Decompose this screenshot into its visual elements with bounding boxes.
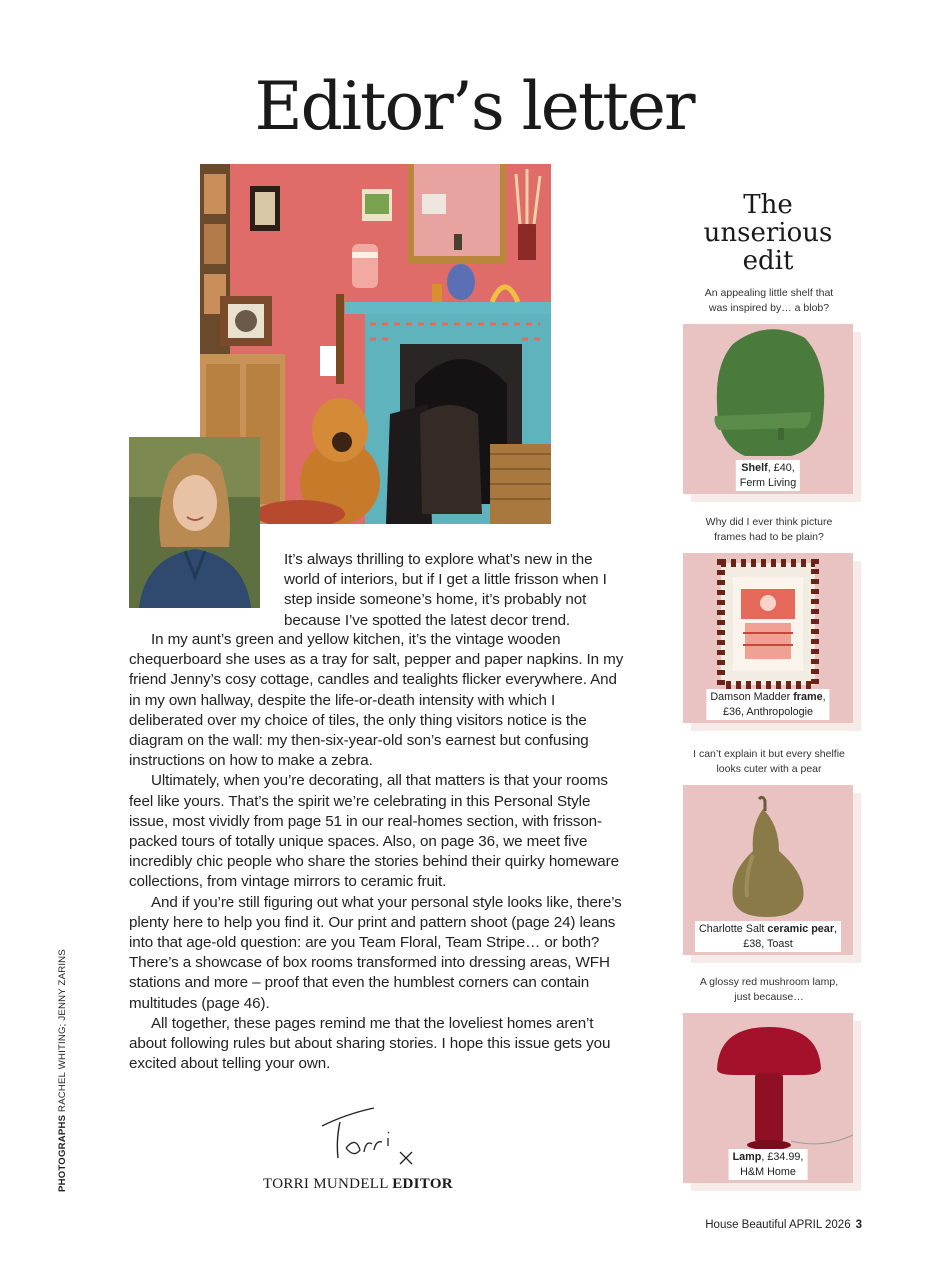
editor-name: TORRI MUNDELL (263, 1176, 389, 1192)
frame-product-card (683, 553, 861, 731)
sidebar-item-intro: I can’t explain it but every shelfie looks cuter with a pear (693, 748, 845, 775)
body-paragraph: And if you’re still figuring out what your personal style looks like, there’s plenty here to help you find it. Our print and pattern shoot (page 24) leans into that age-old question: are you Team Floral, Team Stripe… or both? There’s a showcase of box rooms transformed into dressing areas, WFH stations and more – proof that even the humblest corners can contain multitudes (page 46). (129, 893, 622, 1012)
sidebar-item-intro: An appealing little shelf that was inspired by… a blob? (704, 287, 834, 314)
shelf-product-card (683, 324, 861, 502)
article-body (129, 630, 625, 1074)
intro-paragraph: It’s always thrilling to explore what’s new in the world of interiors, but if I get a little frisson when I step inside someone’s home, it’s probably not because I’ve spotted the latest decor trend. (284, 551, 607, 629)
editor-byline (263, 1176, 453, 1193)
page-folio (705, 1219, 862, 1231)
page-number: 3 (855, 1219, 862, 1231)
pear-label: Charlotte Salt ceramic pear, £38, Toast (695, 921, 841, 952)
lamp-product-card (683, 1013, 861, 1191)
lamp-label: Lamp, £34.99, H&M Home (729, 1149, 808, 1180)
page-title: Editor’s letter (254, 68, 694, 145)
body-paragraph: In my aunt’s green and yellow kitchen, it’s the vintage wooden chequerboard she uses as a tray for salt, pepper and paper napkins. In my friend Jenny’s cosy cottage, candles and tealights flicker everywhere. And in my own hallway, despite the life-or-death intensity with which I deliberated over my choice of tiles, the only thing visitors notice is the diagram on the wall: my then-six-year-old son’s earnest but confusing instructions on how to make a zebra. (129, 631, 624, 770)
sidebar-item-intro: A glossy red mushroom lamp, just because… (699, 976, 839, 1003)
handwritten-signature (316, 1100, 426, 1172)
sidebar-title: The unserious edit (703, 190, 833, 276)
photo-credit-label: PHOTOGRAPHS (57, 1114, 68, 1192)
editor-portrait-photo (129, 437, 260, 608)
pear-product-card (683, 785, 861, 963)
body-paragraph: Ultimately, when you’re decorating, all that matters is that your rooms feel like yours. That’s the spirit we’re celebrating in this Personal Style issue, most vividly from page 51 in our real-homes section, with frisson-packed tours of totally unique spaces. Also, on page 36, we meet five incredibly chic people who share the stories behind their quirky homeware collections, from vintage mirrors to ceramic fruit. (129, 772, 619, 891)
sidebar-item-intro: Why did I ever think picture frames had to be plain? (705, 516, 833, 543)
body-paragraph: All together, these pages remind me that the loveliest homes aren’t about following rules but about sharing stories. I hope this issue gets you excited about telling your own. (129, 1014, 611, 1073)
shelf-label: Shelf, £40, Ferm Living (736, 460, 800, 491)
editor-role: EDITOR (392, 1176, 453, 1192)
folio-magazine: House Beautiful APRIL 2026 (705, 1219, 851, 1231)
photo-credit-names: RACHEL WHITING; JENNY ZARINS (57, 949, 68, 1112)
frame-label: Damson Madder frame, £36, Anthropologie (706, 689, 829, 720)
photo-credit (57, 949, 68, 1192)
